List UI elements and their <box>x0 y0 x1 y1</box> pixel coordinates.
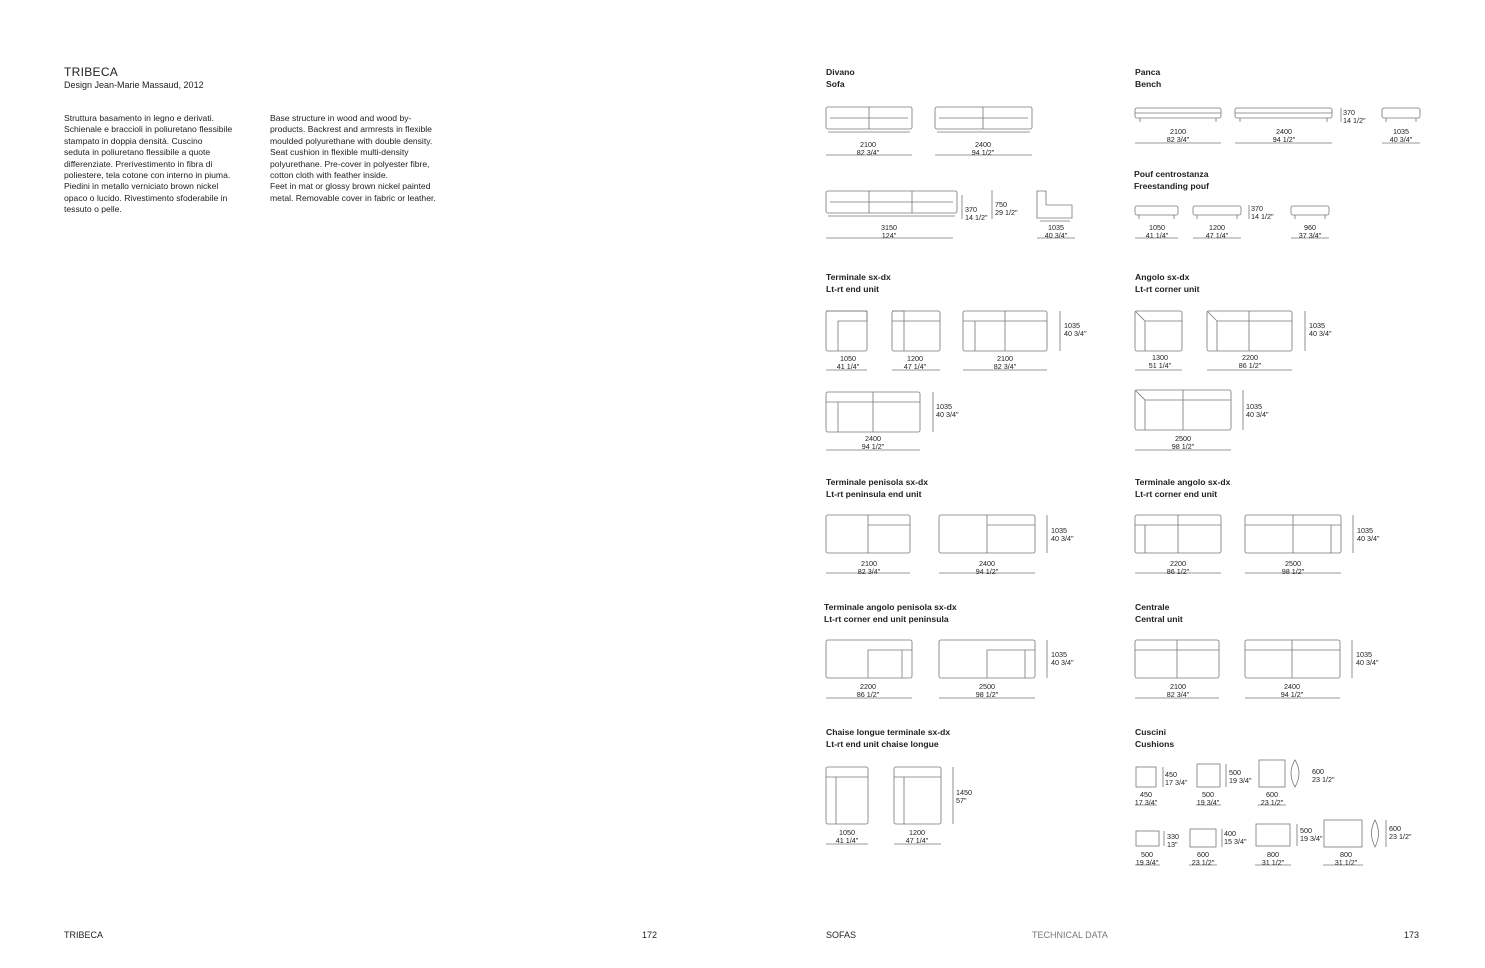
dim-label: 1035 40 3/4" <box>1356 650 1379 667</box>
section-bench: Panca Bench <box>1135 67 1162 89</box>
description-italian: Struttura basamento in legno e derivati. Schienale e braccioli in poliuretano flessibile stampato in doppia densità. Cuscino seduta in poliuretano flessibile a quote differenziate. Prerivestimento in fibra di poliestere, tela cotone con interno in piuma. Piedini in metallo verniciato brown nickel opaco o lucido. Rivestimento sfoderabile in tessuto o pelle. <box>64 113 233 215</box>
section-corner-end: Terminale angolo sx-dx Lt-rt corner end unit <box>1135 477 1231 499</box>
dim-label: 600 23 1/2" <box>1312 767 1335 784</box>
footer-left-title: TRIBECA <box>64 930 104 940</box>
dim-label: 2500 98 1/2" <box>975 682 999 699</box>
dim-label: 1300 51 1/4" <box>1148 353 1172 370</box>
dim-label: 330 13" <box>1167 832 1179 849</box>
dim-label: 2200 86 1/2" <box>1166 559 1190 576</box>
dim-label: 1035 40 3/4" <box>1389 127 1413 144</box>
dim-label: 450 17 3/4" <box>1165 770 1188 787</box>
dim-label: 1200 47 1/4" <box>1205 223 1229 240</box>
description-english: Base structure in wood and wood by- products. Backrest and armrests in flexible moulded polyurethane with double density. Seat cushion in flexible multi-density polyurethane. Pre-cover in polyester fibre, cotton cloth with feather inside. Feet in mat or glossy brown nickel painted metal. Removable cover in fabric or leather. <box>270 113 436 203</box>
dim-label: 750 29 1/2" <box>995 200 1018 217</box>
dim-label: 1450 57" <box>956 788 972 805</box>
dim-label: 2100 82 3/4" <box>856 140 880 157</box>
dim-label: 1200 47 1/4" <box>903 354 927 371</box>
dim-label: 2400 94 1/2" <box>1272 127 1296 144</box>
dim-label: 450 17 3/4" <box>1134 790 1158 807</box>
section-end-unit: Terminale sx-dx Lt-rt end unit <box>826 272 891 294</box>
designer-credit: Design Jean-Marie Massaud, 2012 <box>64 80 204 90</box>
dim-label: 370 14 1/2" <box>1343 108 1366 125</box>
product-title: TRIBECA <box>64 65 119 79</box>
dim-label: 2100 82 3/4" <box>993 354 1017 371</box>
dim-label: 1050 41 1/4" <box>835 828 859 845</box>
section-corner-peninsula: Terminale angolo penisola sx-dx Lt-rt corner end unit peninsula <box>824 602 957 624</box>
dim-label: 1050 41 1/4" <box>1145 223 1169 240</box>
dim-label: 2100 82 3/4" <box>1166 127 1190 144</box>
end-unit-drawings <box>826 311 1060 450</box>
dim-label: 1035 40 3/4" <box>1044 223 1068 240</box>
dim-label: 960 37 3/4" <box>1298 223 1322 240</box>
dim-label: 500 19 3/4" <box>1300 826 1323 843</box>
section-peninsula: Terminale penisola sx-dx Lt-rt peninsula end unit <box>826 477 929 499</box>
page-number-right: 173 <box>1404 930 1420 940</box>
page-number-left: 172 <box>642 930 658 940</box>
dim-label: 2400 94 1/2" <box>975 559 999 576</box>
dim-label: 600 23 1/2" <box>1260 790 1284 807</box>
dim-label: 370 14 1/2" <box>1251 204 1274 221</box>
section-central: Centrale Central unit <box>1135 602 1183 624</box>
dim-label: 2400 94 1/2" <box>861 434 885 451</box>
section-cushions: Cuscini Cushions <box>1135 727 1175 749</box>
section-corner-unit: Angolo sx-dx Lt-rt corner unit <box>1135 272 1200 294</box>
dim-label: 2100 82 3/4" <box>857 559 881 576</box>
sofa-drawings <box>826 107 1075 238</box>
dim-label: 2400 94 1/2" <box>1280 682 1304 699</box>
dim-label: 500 19 3/4" <box>1229 768 1252 785</box>
dim-label: 370 14 1/2" <box>965 205 988 222</box>
dim-label: 800 31 1/2" <box>1261 850 1285 867</box>
dim-label: 1050 41 1/4" <box>836 354 860 371</box>
dim-label: 1035 40 3/4" <box>1357 526 1380 543</box>
section-chaise: Chaise longue terminale sx-dx Lt-rt end unit chaise longue <box>826 727 951 749</box>
dim-label: 500 19 3/4" <box>1135 850 1159 867</box>
footer-category: SOFAS <box>826 930 857 940</box>
dim-label: 600 23 1/2" <box>1191 850 1215 867</box>
dim-label: 400 15 3/4" <box>1224 829 1247 846</box>
dim-label: 1035 40 3/4" <box>1051 526 1074 543</box>
dim-label: 2500 98 1/2" <box>1281 559 1305 576</box>
dim-label: 1200 47 1/4" <box>905 828 929 845</box>
dim-label: 2100 82 3/4" <box>1166 682 1190 699</box>
dim-label: 600 23 1/2" <box>1389 824 1412 841</box>
footer-section: TECHNICAL DATA <box>1032 930 1108 940</box>
dim-label: 1035 40 3/4" <box>1246 402 1269 419</box>
dim-label: 2500 98 1/2" <box>1171 434 1195 451</box>
dim-label: 1035 40 3/4" <box>1309 321 1332 338</box>
dim-label: 2400 94 1/2" <box>971 140 995 157</box>
dim-label: 1035 40 3/4" <box>1064 321 1087 338</box>
section-pouf: Pouf centrostanza Freestanding pouf <box>1134 169 1209 191</box>
section-sofa: Divano Sofa <box>826 67 855 89</box>
dim-label: 1035 40 3/4" <box>936 402 959 419</box>
corner-unit-drawings <box>1135 311 1305 450</box>
dim-label: 2200 86 1/2" <box>1238 353 1262 370</box>
dim-label: 1035 40 3/4" <box>1051 650 1074 667</box>
dim-label: 500 19 3/4" <box>1196 790 1220 807</box>
dim-label: 800 31 1/2" <box>1334 850 1358 867</box>
dim-label: 2200 86 1/2" <box>856 682 880 699</box>
dim-label: 3150 124" <box>881 223 897 240</box>
